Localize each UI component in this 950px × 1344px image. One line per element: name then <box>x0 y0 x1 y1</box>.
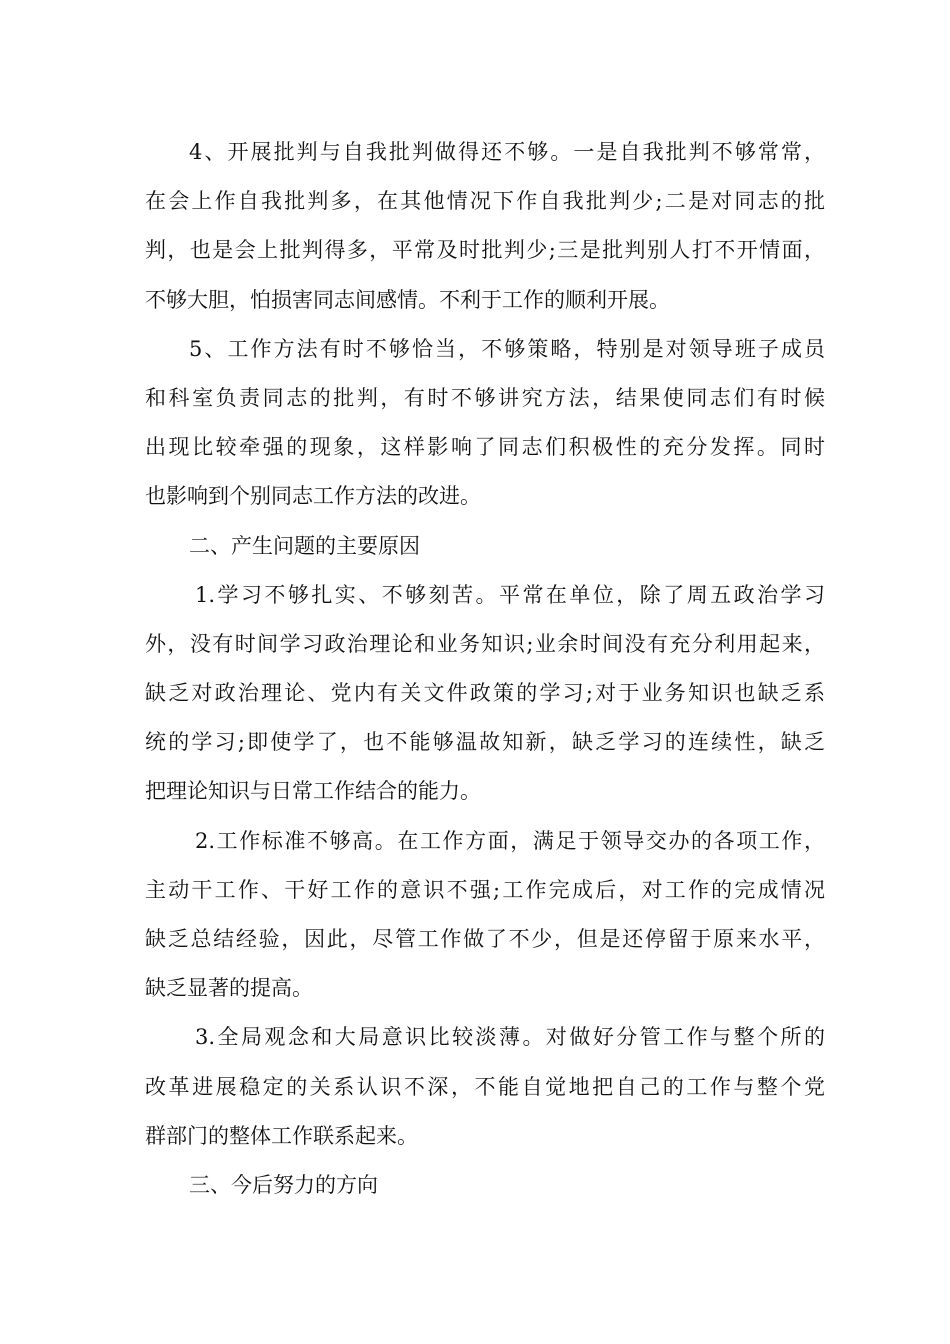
text-line: 1.学习不够扎实、不够刻苦。平常在单位，除了周五政治学习 <box>195 582 825 607</box>
text-line: 不够大胆，怕损害同志间感情。不利于工作的顺利开展。 <box>145 287 670 312</box>
text-line: 也影响到个别同志工作方法的改进。 <box>145 484 481 509</box>
text-line: 缺乏对政治理论、党内有关文件政策的学习;对于业务知识也缺乏系 <box>145 681 825 706</box>
text-line: 外，没有时间学习政治理论和业务知识;业余时间没有充分利用起来， <box>145 631 825 656</box>
text-line: 缺乏总结经验，因此，尽管工作做了不少，但是还停留于原来水平， <box>145 927 825 951</box>
text-line: 缺乏显著的提高。 <box>145 976 313 1001</box>
text-line: 3.全局观念和大局意识比较淡薄。对做好分管工作与整个所的 <box>195 1025 825 1050</box>
heading-text: 三、今后努力的方向 <box>189 1172 378 1197</box>
heading-text: 二、产生问题的主要原因 <box>189 533 420 558</box>
section-heading-future-direction <box>145 1161 825 1210</box>
text-line: 主动干工作、干好工作的意识不强;工作完成后，对工作的完成情况 <box>145 877 825 902</box>
text-line: 把理论知识与日常工作结合的能力。 <box>145 779 481 804</box>
text-line: 统的学习;即使学了，也不能够温故知新，缺乏学习的连续性，缺乏 <box>145 730 825 755</box>
document-body <box>145 128 825 1210</box>
text-line: 2.工作标准不够高。在工作方面，满足于领导交办的各项工作， <box>195 828 825 853</box>
text-line: 5、工作方法有时不够恰当，不够策略，特别是对领导班子成员 <box>189 336 825 361</box>
text-line: 4、开展批判与自我批判做得还不够。一是自我批判不够常常， <box>189 140 825 164</box>
section-heading-causes <box>145 522 825 571</box>
text-line: 判，也是会上批判得多，平常及时批判少;三是批判别人打不开情面， <box>145 238 825 263</box>
text-line: 出现比较牵强的现象，这样影响了同志们积极性的充分发挥。同时 <box>145 435 825 460</box>
paragraph-work-method <box>145 325 825 522</box>
text-line: 在会上作自我批判多，在其他情况下作自我批判少;二是对同志的批 <box>145 189 825 214</box>
paragraph-criticism <box>145 128 825 325</box>
paragraph-cause-standards <box>145 817 825 1014</box>
paragraph-cause-overall-view <box>145 1013 825 1161</box>
text-line: 改革进展稳定的关系认识不深，不能自觉地把自己的工作与整个党 <box>145 1074 825 1099</box>
text-line: 和科室负责同志的批判，有时不够讲究方法，结果使同志们有时候 <box>145 385 825 410</box>
text-line: 群部门的整体工作联系起来。 <box>145 1123 418 1148</box>
paragraph-cause-study <box>145 571 825 817</box>
